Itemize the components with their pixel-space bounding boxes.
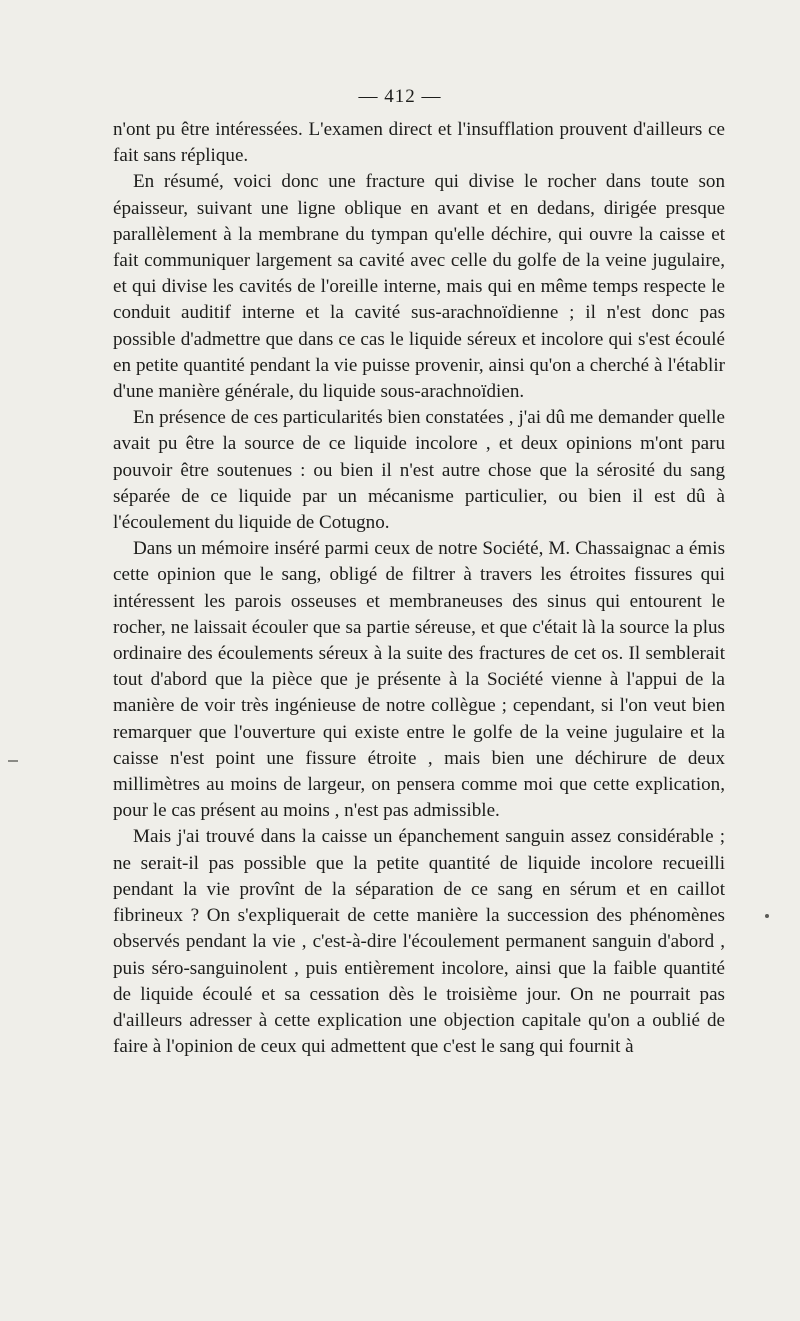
paragraph: Dans un mémoire inséré parmi ceux de notre Société, M. Chassaignac a émis cette opinion que le sang, obligé de filtrer à travers les étroites fissures qui intéressent les parois osseuses et membraneuses des sinus qui entourent le rocher, ne laissait écouler que sa partie séreuse, et que c'était là la source la plus ordinaire des écoulements séreux à la suite des fractures de cet os. Il semblerait tout d'abord que la pièce que je présente à la Société vienne à l'appui de la manière de voir très ingénieuse de notre collègue ; cependant, si l'on veut bien remarquer que l'ouverture qui existe entre le golfe de la veine jugulaire et la caisse n'est point une fissure étroite , mais bien une déchirure de deux millimètres au moins de largeur, on pensera comme moi que cette explication, pour le cas présent au moins , n'est pas admissible.: [113, 538, 725, 822]
margin-mark: [8, 760, 18, 762]
margin-dot: [765, 914, 769, 918]
paragraph: En résumé, voici donc une fracture qui divise le rocher dans toute son épaisseur, suivant une ligne oblique en avant et en dedans, dirigée presque parallèlement à la membrane du tympan qu'elle déchire, qui ouvre la caisse et fait communiquer largement sa cavité avec celle du golfe de la veine jugulaire, et qui divise les cavités de l'oreille interne, mais qui en même temps respecte le conduit auditif interne et la cavité sus-arachnoïdienne ; il n'est donc pas possible d'admettre que dans ce cas le liquide séreux et incolore qui s'est écoulé en petite quantité pendant la vie puisse provenir, ainsi qu'on a cherché à l'établir d'une manière générale, du liquide sous-arachnoïdien.: [113, 171, 725, 403]
body-text: [113, 117, 725, 1060]
paragraph: En présence de ces particularités bien constatées , j'ai dû me demander quelle avait pu être la source de ce liquide incolore , et deux opinions m'ont paru pouvoir être soutenues : ou bien il n'est autre chose que la sérosité du sang séparée de ce liquide par un mécanisme particulier, ou bien il est dû à l'écoulement du liquide de Cotugno.: [113, 407, 725, 534]
paragraph: Mais j'ai trouvé dans la caisse un épanchement sanguin assez considérable ; ne serait-il pas possible que la petite quantité de liquide incolore recueilli pendant la vie provînt de la séparation de ce sang en sérum et en caillot fibrineux ? On s'expliquerait de cette manière la succession des phénomènes observés pendant la vie , c'est-à-dire l'écoulement permanent sanguin d'abord , puis séro-sanguinolent , puis entièrement incolore, ainsi que la faible quantité de liquide écoulé et sa cessation dès le troisième jour. On ne pourrait pas d'ailleurs adresser à cette explication une objection capitale qu'on a oublié de faire à l'opinion de ceux qui admettent que c'est le sang qui fournit à: [113, 826, 725, 1058]
page-number: — 412 —: [358, 86, 442, 107]
paragraph-continuation: n'ont pu être intéressées. L'examen direct et l'insufflation prouvent d'ailleurs ce fait sans réplique.: [113, 119, 725, 167]
